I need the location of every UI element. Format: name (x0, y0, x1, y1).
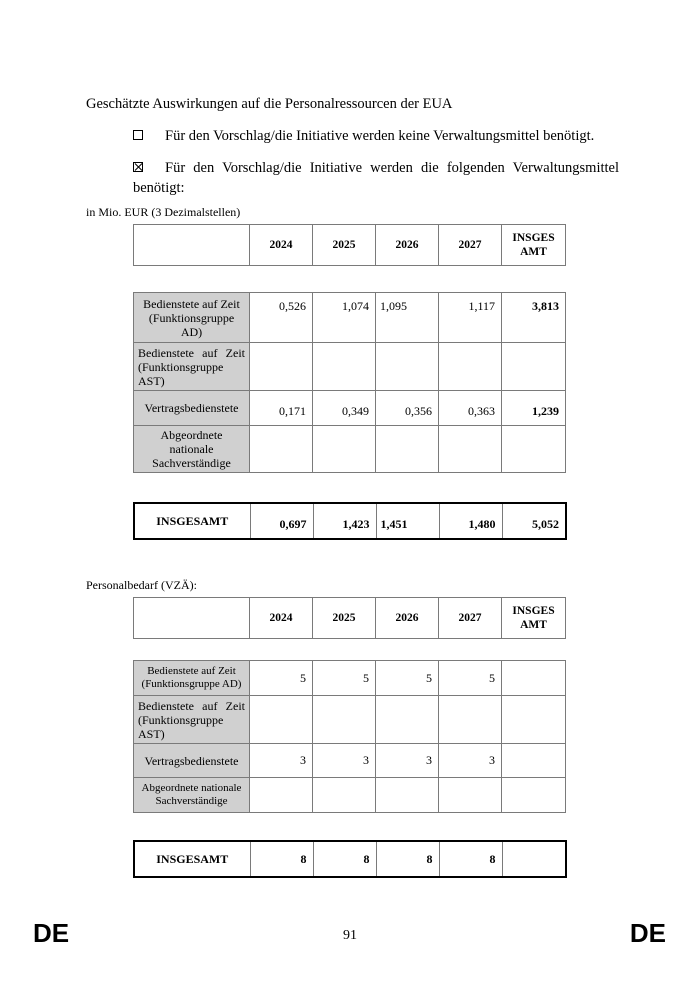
total-cell: 8 (376, 841, 439, 877)
table-cell: 1,095 (376, 293, 439, 343)
table1-year: 2026 (376, 225, 439, 266)
table-cell (313, 426, 376, 473)
section-heading: Geschätzte Auswirkungen auf die Personalressourcen der EUA (86, 96, 453, 112)
table1-year: 2027 (439, 225, 502, 266)
table-row (134, 391, 566, 426)
option-resources-required-text: Für den Vorschlag/die Initiative werden die folgenden Verwaltungsmittel benötigt: (133, 160, 619, 196)
table1-unit-label: in Mio. EUR (3 Dezimalstellen) (86, 205, 241, 219)
option-resources-required (133, 158, 619, 198)
row-label: Abgeordnete nationale Sachverständige (134, 426, 250, 473)
row-total (502, 661, 566, 696)
table2-year: 2027 (439, 598, 502, 639)
table-cell (376, 778, 439, 813)
row-total (502, 343, 566, 391)
row-total: 1,239 (502, 391, 566, 426)
table-cell: 3 (376, 744, 439, 778)
total-cell: 8 (313, 841, 376, 877)
table-cell: 3 (250, 744, 313, 778)
table2-header (133, 597, 566, 639)
table-cell: 5 (250, 661, 313, 696)
language-code-left: DE (33, 918, 70, 948)
table-row (134, 293, 566, 343)
table-cell: 0,171 (250, 391, 313, 426)
table-cell (313, 696, 376, 744)
total-cell: 1,451 (376, 503, 439, 539)
page-number: 91 (343, 928, 357, 943)
table-cell: 5 (439, 661, 502, 696)
total-cell: 1,423 (313, 503, 376, 539)
language-code-right: DE (629, 918, 666, 948)
table-row (134, 343, 566, 391)
table-cell (376, 343, 439, 391)
table-cell (250, 343, 313, 391)
table-cell (313, 778, 376, 813)
table-cell (313, 343, 376, 391)
total-cell: 8 (439, 841, 502, 877)
grand-total (502, 841, 566, 877)
table-cell: 5 (376, 661, 439, 696)
table2-header-empty (134, 598, 250, 639)
total-cell: 8 (250, 841, 313, 877)
total-cell: 0,697 (250, 503, 313, 539)
table-cell (250, 778, 313, 813)
checkbox-checked-icon[interactable] (133, 162, 143, 172)
table-row (134, 744, 566, 778)
grand-total: 5,052 (502, 503, 566, 539)
table1-year: 2024 (250, 225, 313, 266)
row-label: Bedienstete auf Zeit (Funktionsgruppe AD) (134, 293, 250, 343)
table2-total (133, 840, 567, 878)
option-no-resources (133, 126, 619, 146)
row-total (502, 426, 566, 473)
table2-body (133, 660, 566, 813)
table-cell (250, 696, 313, 744)
row-label: Abgeordnete nationale Sachverständige (134, 778, 250, 813)
option-no-resources-text: Für den Vorschlag/die Initiative werden keine Verwaltungsmittel benötigt. (165, 128, 595, 144)
table-cell: 0,356 (376, 391, 439, 426)
table1-header (133, 224, 566, 266)
total-label: INSGESAMT (134, 841, 250, 877)
table-row (134, 778, 566, 813)
table-cell (439, 426, 502, 473)
table-cell (376, 426, 439, 473)
table-row (134, 426, 566, 473)
row-label: Bedienstete auf Zeit (Funktionsgruppe AST) (134, 696, 250, 744)
table2-year: 2024 (250, 598, 313, 639)
table2-unit-label: Personalbedarf (VZÄ): (86, 578, 197, 592)
table-cell (376, 696, 439, 744)
row-total (502, 778, 566, 813)
table-cell (439, 696, 502, 744)
row-label: Bedienstete auf Zeit (Funktionsgruppe AD) (134, 661, 250, 696)
table2-year: 2026 (376, 598, 439, 639)
total-label: INSGESAMT (134, 503, 250, 539)
row-label: Bedienstete auf Zeit (Funktionsgruppe AST) (134, 343, 250, 391)
total-cell: 1,480 (439, 503, 502, 539)
row-total (502, 696, 566, 744)
table-cell (439, 343, 502, 391)
table1-total-header: INSGES AMT (502, 225, 566, 266)
table-cell: 3 (439, 744, 502, 778)
table1-header-empty (134, 225, 250, 266)
table-cell: 0,349 (313, 391, 376, 426)
row-label: Vertragsbedienstete (134, 391, 250, 426)
table-cell (439, 778, 502, 813)
table-cell (250, 426, 313, 473)
row-label: Vertragsbedienstete (134, 744, 250, 778)
table-row (134, 696, 566, 744)
table1-total (133, 502, 567, 540)
table-cell: 1,074 (313, 293, 376, 343)
row-total: 3,813 (502, 293, 566, 343)
table1-year: 2025 (313, 225, 376, 266)
table2-year: 2025 (313, 598, 376, 639)
table-cell: 3 (313, 744, 376, 778)
row-total (502, 744, 566, 778)
checkbox-unchecked-icon[interactable] (133, 130, 143, 140)
total-row (134, 841, 566, 877)
table-cell: 0,363 (439, 391, 502, 426)
table-cell: 1,117 (439, 293, 502, 343)
table-row (134, 661, 566, 696)
table-cell: 0,526 (250, 293, 313, 343)
table2-total-header: INSGES AMT (502, 598, 566, 639)
total-row (134, 503, 566, 539)
table-cell: 5 (313, 661, 376, 696)
table1-body (133, 292, 566, 473)
